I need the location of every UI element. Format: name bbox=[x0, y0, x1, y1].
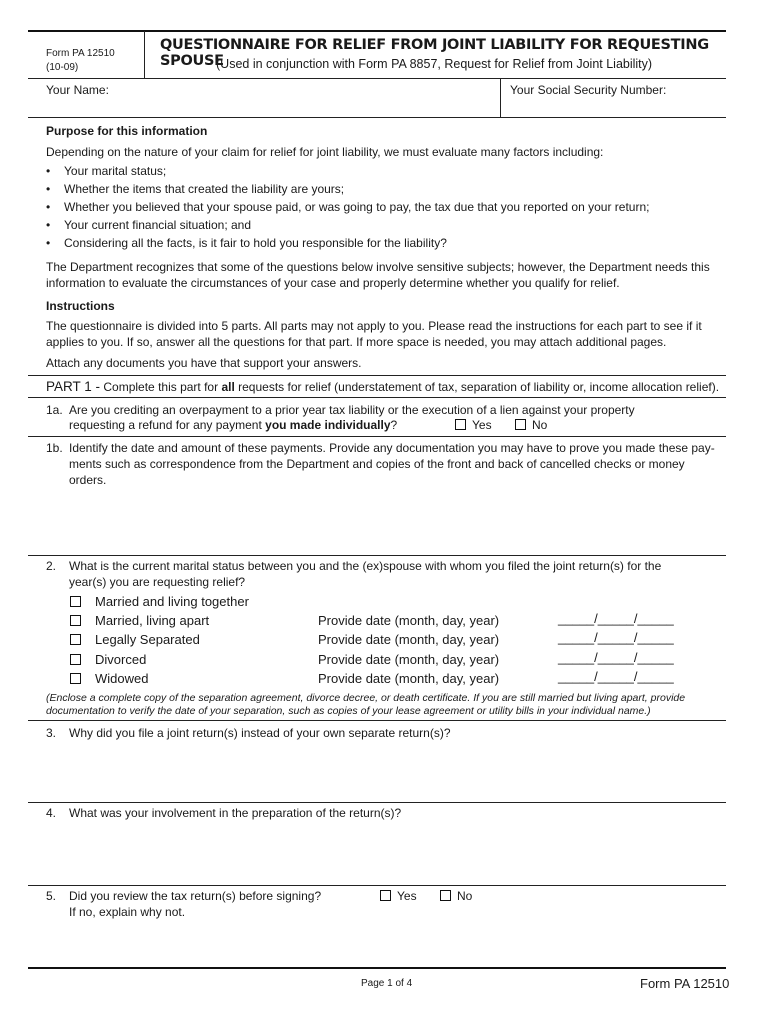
list-item: • Whether the items that created the liability are yours; bbox=[46, 182, 345, 196]
q4-answer-area[interactable] bbox=[46, 825, 726, 880]
purpose-bullet-list bbox=[46, 163, 736, 253]
checkbox[interactable] bbox=[70, 634, 81, 645]
q2-option-divorced[interactable]: Divorced bbox=[70, 652, 146, 667]
q2-date-field[interactable]: _____/_____/_____ bbox=[558, 650, 674, 665]
ssn-label: Your Social Security Number: bbox=[510, 83, 667, 97]
purpose-intro: Depending on the nature of your claim for relief for joint liability, we must evaluate many factors including: bbox=[46, 145, 604, 159]
page-number: Page 1 of 4 bbox=[361, 978, 413, 989]
fields-bottom-rule bbox=[28, 117, 726, 118]
q5-line2: If no, explain why not. bbox=[69, 905, 186, 919]
list-item: • Your marital status; bbox=[46, 164, 167, 178]
checkbox[interactable] bbox=[70, 615, 81, 626]
checkbox[interactable] bbox=[70, 654, 81, 665]
q3-text: Why did you file a joint return(s) instead of your own separate return(s)? bbox=[69, 726, 451, 740]
instructions-heading: Instructions bbox=[46, 299, 115, 313]
q5-answer-area[interactable] bbox=[46, 924, 726, 964]
q2-note-line2: documentation to verify the date of your separation, such as copies of your lease agreement or utility bills in your individual name.) bbox=[46, 705, 651, 717]
q1b-line2: ments such as correspondence from the Department and copies of the front and back of cancelled checks or money bbox=[69, 457, 685, 471]
list-item: • Whether you believed that your spouse paid, or was going to pay, the tax due that you reported on your return; bbox=[46, 200, 650, 214]
q2-line1: What is the current marital status between you and the (ex)spouse with whom you filed the joint return(s) for the bbox=[69, 559, 662, 573]
q4-number: 4. bbox=[46, 806, 57, 820]
form-number: Form PA 12510 bbox=[46, 48, 115, 59]
purpose-heading: Purpose for this information bbox=[46, 124, 208, 138]
q5-line1: Did you review the tax return(s) before signing? bbox=[69, 889, 322, 903]
q2-bottom-rule bbox=[28, 720, 726, 721]
name-ssn-divider bbox=[500, 79, 501, 117]
ssn-field[interactable] bbox=[505, 98, 725, 116]
q2-date-field[interactable]: _____/_____/_____ bbox=[558, 611, 674, 626]
q1b-bottom-rule bbox=[28, 555, 726, 556]
q1b-line3: orders. bbox=[69, 473, 107, 487]
part1-top-rule bbox=[28, 375, 726, 376]
checkbox[interactable] bbox=[440, 890, 451, 901]
q5-no-option[interactable]: No bbox=[440, 888, 472, 905]
q2-option-married-together[interactable]: Married and living together bbox=[70, 594, 249, 609]
q3-answer-area[interactable] bbox=[46, 745, 726, 797]
q2-line2: year(s) you are requesting relief? bbox=[69, 575, 246, 589]
q1b-line1: Identify the date and amount of these payments. Provide any documentation you may have to prove you made these pay- bbox=[69, 441, 715, 455]
q1a-yes-option[interactable]: Yes bbox=[455, 417, 492, 434]
checkbox[interactable] bbox=[515, 419, 526, 430]
q4-bottom-rule bbox=[28, 885, 726, 886]
q3-bottom-rule bbox=[28, 802, 726, 803]
instructions-line3: Attach any documents you have that support your answers. bbox=[46, 356, 362, 370]
form-title: QUESTIONNAIRE FOR RELIEF FROM JOINT LIABILITY FOR REQUESTING SPOUSE bbox=[160, 37, 709, 69]
q1a-line1: Are you crediting an overpayment to a prior year tax liability or the execution of a lien against your property bbox=[69, 403, 635, 417]
checkbox[interactable] bbox=[70, 673, 81, 684]
purpose-paragraph-line2: information to evaluate the circumstances of your case and properly determine whether you qualify for relief. bbox=[46, 276, 620, 290]
checkbox[interactable] bbox=[455, 419, 466, 430]
q3-number: 3. bbox=[46, 726, 57, 740]
q2-date-prompt: Provide date (month, day, year) bbox=[318, 671, 500, 686]
part1-label: PART 1 - bbox=[46, 379, 101, 394]
form-subtitle: (Used in conjunction with Form PA 8857, Request for Relief from Joint Liability) bbox=[216, 57, 653, 71]
q5-number: 5. bbox=[46, 889, 57, 903]
q2-date-prompt: Provide date (month, day, year) bbox=[318, 652, 500, 667]
q1b-number: 1b. bbox=[46, 441, 63, 455]
purpose-paragraph-line1: The Department recognizes that some of the questions below involve sensitive subjects; however, the Department needs this bbox=[46, 260, 710, 274]
q1a-bottom-rule bbox=[28, 436, 726, 437]
q2-option-legally-separated[interactable]: Legally Separated bbox=[70, 632, 200, 647]
q2-date-field[interactable]: _____/_____/_____ bbox=[558, 630, 674, 645]
q2-date-prompt: Provide date (month, day, year) bbox=[318, 632, 500, 647]
q2-number: 2. bbox=[46, 559, 57, 573]
q2-option-widowed[interactable]: Widowed bbox=[70, 671, 148, 686]
footer-form-number: Form PA 12510 bbox=[640, 976, 730, 991]
part1-bottom-rule bbox=[28, 397, 726, 398]
q2-date-prompt: Provide date (month, day, year) bbox=[318, 613, 500, 628]
list-item: • Considering all the facts, is it fair to hold you responsible for the liability? bbox=[46, 236, 447, 250]
footer-rule bbox=[28, 967, 726, 969]
instructions-line1: The questionnaire is divided into 5 parts. All parts may not apply to you. Please read the instructions for each part to see if it bbox=[46, 319, 702, 333]
q2-date-field[interactable]: _____/_____/_____ bbox=[558, 669, 674, 684]
q1a-line2: requesting a refund for any payment you made individually? bbox=[69, 418, 398, 432]
q1a-no-option[interactable]: No bbox=[515, 417, 547, 434]
checkbox[interactable] bbox=[380, 890, 391, 901]
list-item: • Your current financial situation; and bbox=[46, 218, 252, 232]
q4-text: What was your involvement in the preparation of the return(s)? bbox=[69, 806, 402, 820]
q1b-answer-area[interactable] bbox=[46, 492, 726, 552]
part1-heading: PART 1 - Complete this part for all requests for relief (understatement of tax, separation of liability or, income allocation relief). bbox=[46, 379, 720, 394]
name-label: Your Name: bbox=[46, 83, 109, 97]
name-field[interactable] bbox=[110, 81, 495, 117]
q2-option-married-apart[interactable]: Married, living apart bbox=[70, 613, 209, 628]
checkbox[interactable] bbox=[70, 596, 81, 607]
form-revision-date: (10-09) bbox=[46, 62, 79, 73]
top-rule bbox=[28, 30, 726, 32]
q5-yes-option[interactable]: Yes bbox=[380, 888, 417, 905]
instructions-line2: applies to you. If so, answer all the questions for that part. If more space is needed, you may attach additional pages. bbox=[46, 335, 667, 349]
header-divider bbox=[144, 31, 145, 78]
q1a-number: 1a. bbox=[46, 403, 63, 417]
q2-note-line1: (Enclose a complete copy of the separation agreement, divorce decree, or death certificate. If you are still married but living apart, provide bbox=[46, 692, 686, 704]
header-bottom-rule bbox=[28, 78, 726, 79]
